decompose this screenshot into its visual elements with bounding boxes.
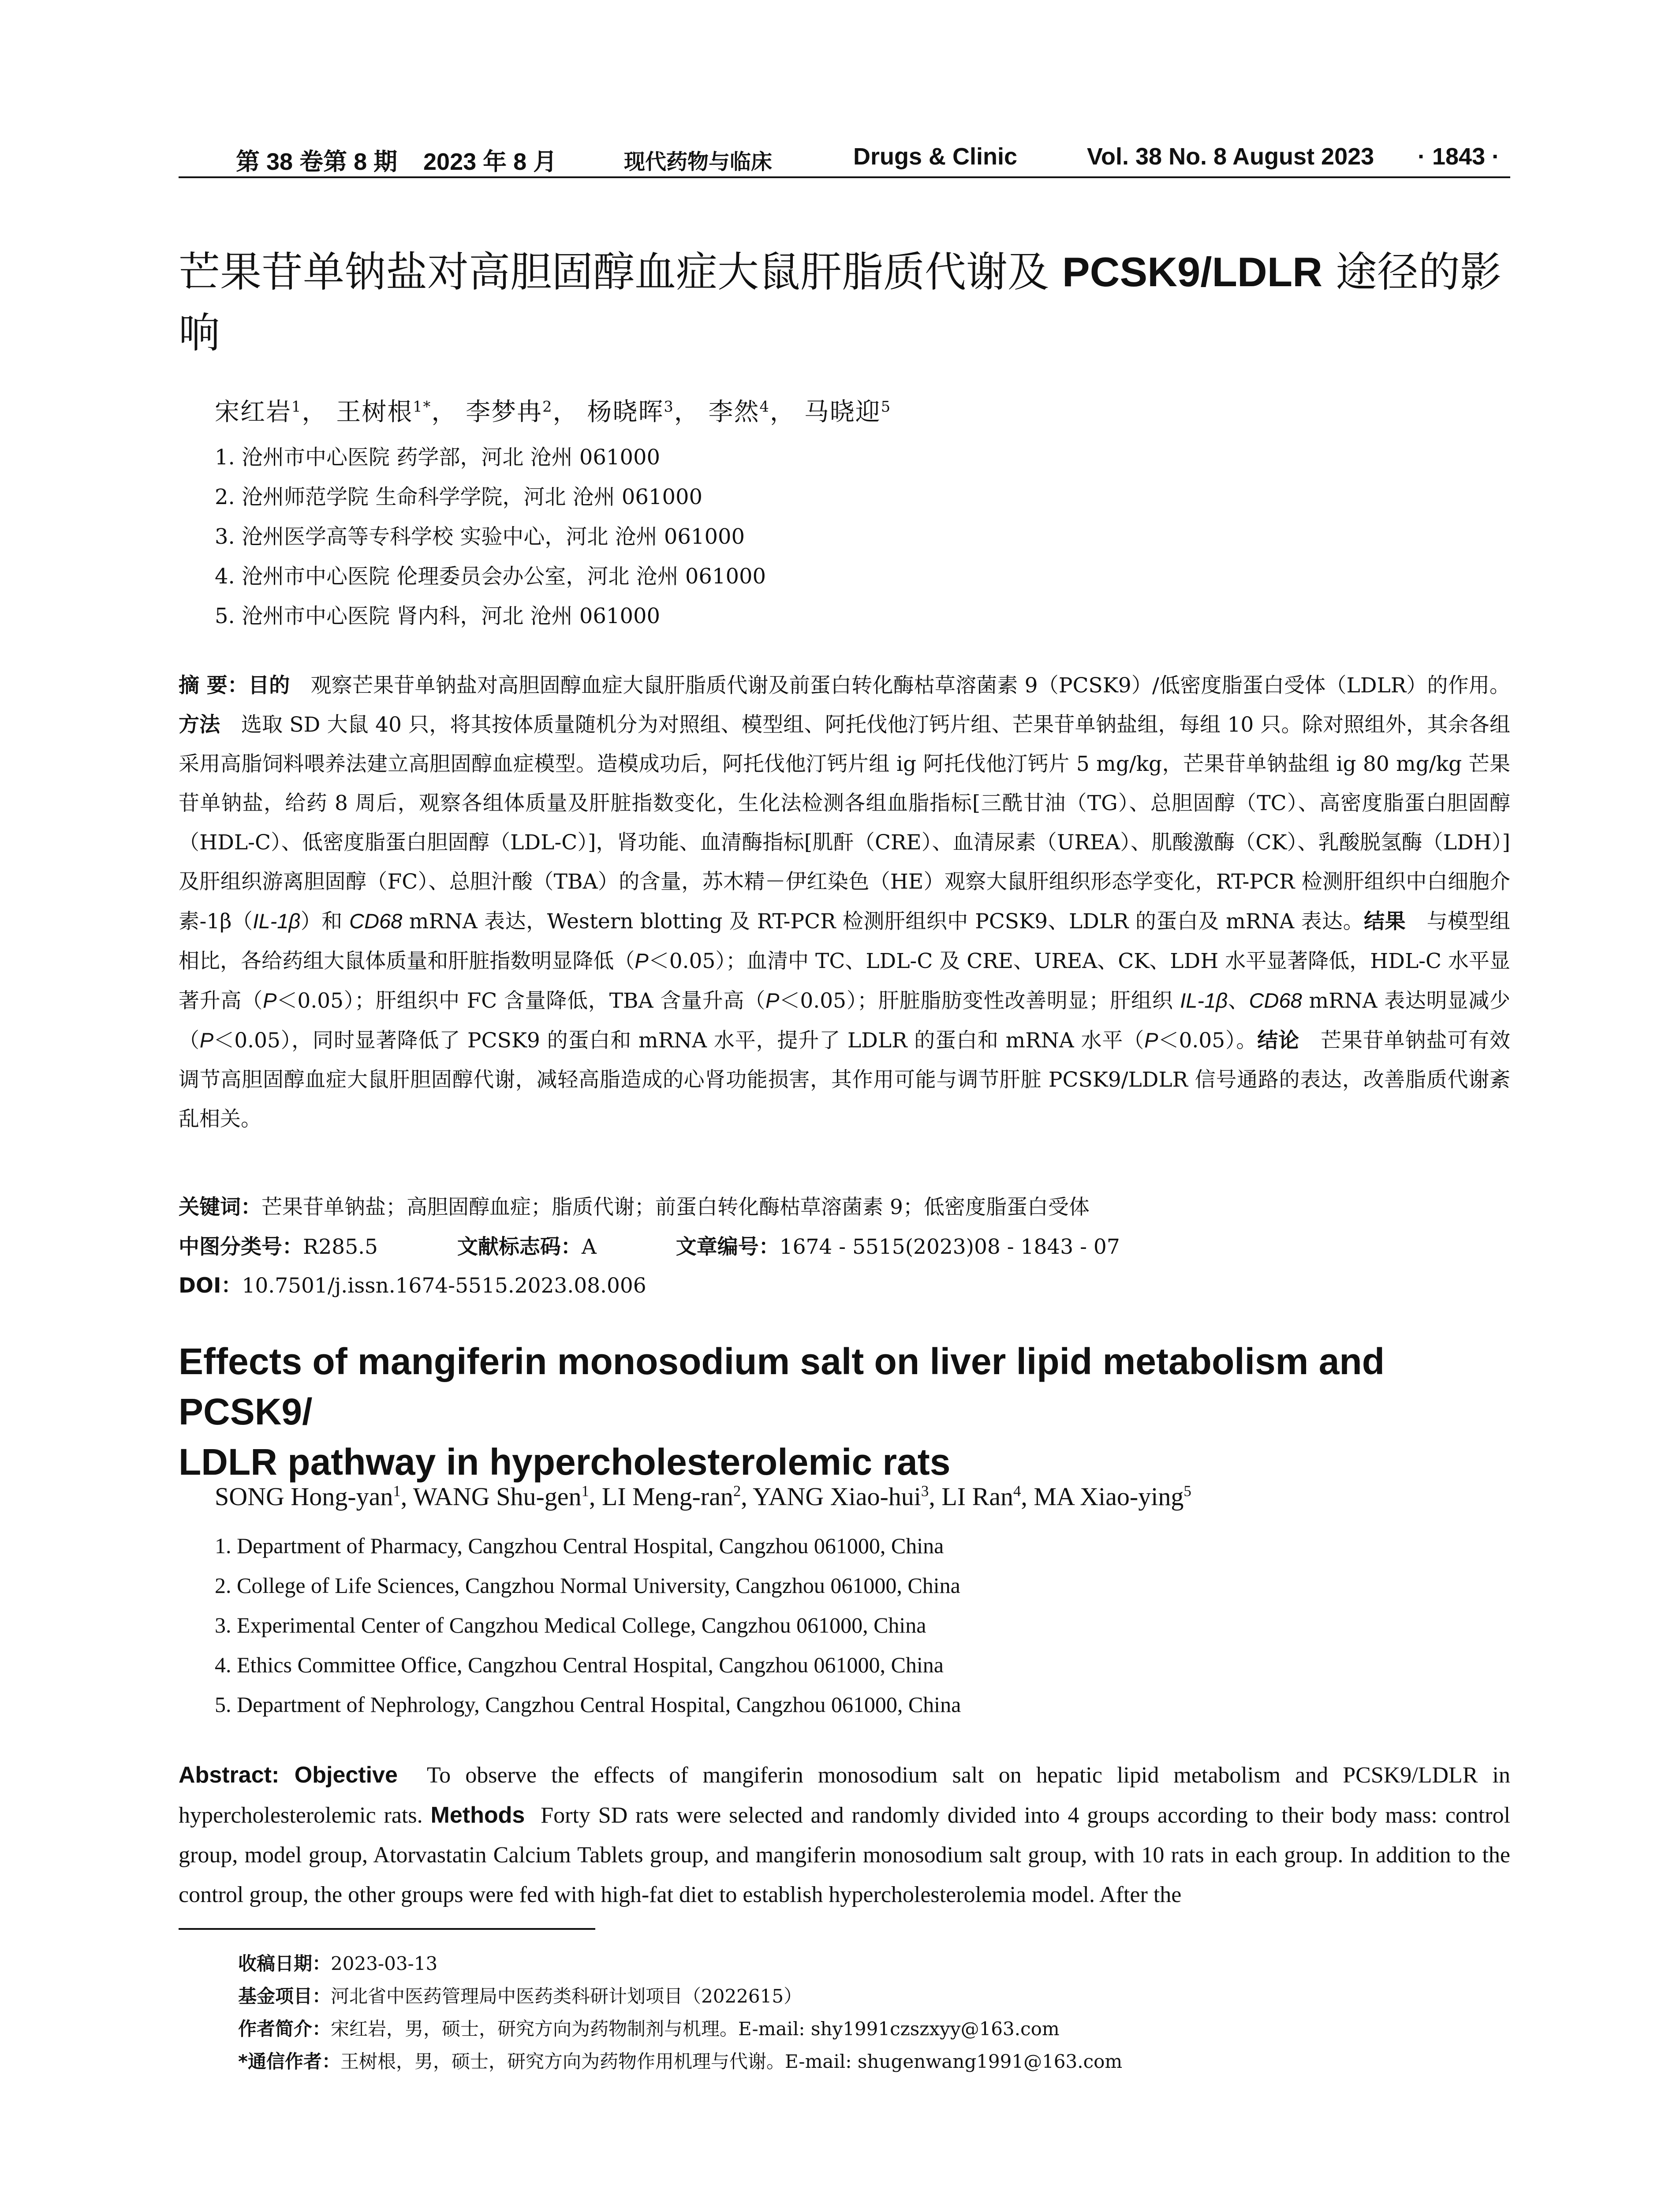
affiliation-en: 2. College of Life Sciences, Cangzhou Normal University, Cangzhou 061000, China	[215, 1573, 960, 1598]
doi-line: DOI：10.7501/j.issn.1674-5515.2023.08.006	[179, 1274, 646, 1298]
header-journal-cn: 现代药物与临床	[624, 149, 773, 174]
title-en: Effects of mangiferin monosodium salt on liver lipid metabolism and PCSK9/ LDLR pathway in hypercholesterolemic rats	[179, 1341, 1385, 1483]
author-en: WANG Shu-gen	[413, 1482, 582, 1511]
affiliation-cn: 1. 沧州市中心医院 药学部，河北 沧州 061000	[215, 445, 661, 470]
affiliation-cn: 5. 沧州市中心医院 肾内科，河北 沧州 061000	[215, 604, 661, 628]
author-cn: 杨晓晖	[587, 398, 664, 426]
abstract-en: Abstract: Objective To observe the effects of mangiferin monosodium salt on hepatic lipid metabolism and PCSK9/LDLR in hypercholesterolemic rats. Methods Forty SD rats were selected and randomly divided into 4 groups according to their body mass: control group, model group, Atorvastatin Calcium Tablets group, and mangiferin monosodium salt group, with 10 rats in each group. In addition to the control group, the other groups were fed with high-fat diet to establish hypercholesterolemia model. After the	[179, 1762, 1511, 1907]
affiliation-cn: 4. 沧州市中心医院 伦理委员会办公室，河北 沧州 061000	[215, 564, 766, 589]
document-code: A	[581, 1235, 597, 1259]
affiliation-cn: 2. 沧州师范学院 生命科学学院，河北 沧州 061000	[215, 485, 703, 509]
author-cn: 宋红岩	[215, 398, 291, 426]
abstract-cn-label: 摘 要：	[179, 673, 249, 698]
header-date-cn: 2023 年 8 月	[423, 149, 557, 175]
methods-label-en: Methods	[430, 1802, 525, 1828]
affiliation-en: 4. Ethics Committee Office, Cangzhou Central Hospital, Cangzhou 061000, China	[215, 1652, 944, 1677]
header-volume-cn: 第 38 卷第 8 期	[236, 149, 398, 175]
author-en: MA Xiao-ying	[1034, 1482, 1184, 1511]
keywords-cn: 关键词：芒果苷单钠盐；高胆固醇血症；脂质代谢；前蛋白转化酶枯草溶菌素 9；低密度脂蛋白受体	[179, 1195, 1090, 1219]
abstract-en-label: Abstract:	[179, 1762, 295, 1788]
clc-number: R285.5	[303, 1235, 378, 1259]
methods-label-cn: 方法	[179, 713, 220, 737]
running-header	[179, 140, 1510, 176]
article-number: 1674 - 5515(2023)08 - 1843 - 07	[779, 1235, 1120, 1259]
objective-label-en: Objective	[294, 1762, 398, 1788]
footnote-corresponding: *通信作者：王树根，男，硕士，研究方向为药物作用机理与代谢。E-mail: shugenwang1991@163.com	[238, 2051, 1123, 2072]
footnote-author: 作者简介：宋红岩，男，硕士，研究方向为药物制剂与机理。E-mail: shy1991czszxyy@163.com	[238, 2018, 1060, 2040]
footnote-rule	[179, 1928, 595, 1930]
objective-label-cn: 目的	[248, 673, 290, 698]
header-rule	[179, 176, 1510, 178]
author-cn: 李然	[708, 398, 760, 426]
doi-link[interactable]: 10.7501/j.issn.1674-5515.2023.08.006	[242, 1274, 646, 1298]
affiliation-en: 3. Experimental Center of Cangzhou Medical College, Cangzhou 061000, China	[215, 1613, 926, 1637]
affiliation-en: 5. Department of Nephrology, Cangzhou Central Hospital, Cangzhou 061000, China	[215, 1692, 961, 1717]
header-page-number: · 1843 ·	[1418, 143, 1500, 170]
author-cn: 王树根	[336, 398, 413, 426]
author-en: SONG Hong-yan	[215, 1482, 393, 1511]
title-cn: 芒果苷单钠盐对高胆固醇血症大鼠肝脂质代谢及 PCSK9/LDLR 途径的影响	[179, 248, 1501, 357]
results-label-cn: 结果	[1364, 909, 1406, 934]
authors-cn: 宋红岩$^1$， 王树根$^{1*}$， 李梦冉$^2$， 杨晓晖$^3$， 李然$^4$， 马晓迎$^5$	[215, 398, 892, 426]
title-cn-pathway: PCSK9/LDLR	[1062, 249, 1323, 295]
footnote-received: 收稿日期：2023-03-13	[238, 1953, 438, 1974]
affiliation-en: 1. Department of Pharmacy, Cangzhou Central Hospital, Cangzhou 061000, China	[215, 1533, 944, 1558]
abstract-cn: 摘 要：目的 观察芒果苷单钠盐对高胆固醇血症大鼠肝脂质代谢及前蛋白转化酶枯草溶菌素 9（PCSK9）/低密度脂蛋白受体（LDLR）的作用。方法 选取 SD 大鼠 40 只，将其按体质量随机分为对照组、模型组、阿托伐他汀钙片组、芒果苷单钠盐组，每组 10 只。除对照组外，其余各组采用高脂饲料喂养法建立高胆固醇血症模型。造模成功后，阿托伐他汀钙片组 ig 阿托伐他汀钙片 5 mg/kg，芒果苷单钠盐组 ig 80 mg/kg 芒果苷单钠盐，给药 8 周后，观察各组体质量及肝脏指数变化，生化法检测各组血脂指标[三酰甘油（TG）、总胆固醇（TC）、高密度脂蛋白胆固醇（HDL-C）、低密度脂蛋白胆固醇（LDL-C）]，肾功能、血清酶指标[肌酐（CRE）、血清尿素（UREA）、肌酸激酶（CK）、乳酸脱氢酶（LDH）]及肝组织游离胆固醇（FC）、总胆汁酸（TBA）的含量，苏木精－伊红染色（HE）观察大鼠肝组织形态学变化，RT-PCR 检测肝组织中白细胞介素-1β（IL-1β）和 CD68 mRNA 表达，Western blotting 及 RT-PCR 检测肝组织中 PCSK9、LDLR 的蛋白及 mRNA 表达。结果 与模型组相比，各给药组大鼠体质量和肝脏指数明显降低（P＜0.05）；血清中 TC、LDL-C 及 CRE、UREA、CK、LDH 水平显著降低，HDL-C 水平显著升高（P＜0.05）；肝组织中 FC 含量降低，TBA 含量升高（P＜0.05）；肝脏脂肪变性改善明显；肝组织 IL-1β、CD68 mRNA 表达明显减少（P＜0.05），同时显著降低了 PCSK9 的蛋白和 mRNA 水平，提升了 LDLR 的蛋白和 mRNA 水平（P＜0.05）。结论 芒果苷单钠盐可有效调节高胆固醇血症大鼠肝胆固醇代谢，减轻高脂造成的心肾功能损害，其作用可能与调节肝脏 PCSK9/LDLR 信号通路的表达，改善脂质代谢紊乱相关。	[179, 673, 1511, 1131]
affiliation-cn: 3. 沧州医学高等专科学校 实验中心，河北 沧州 061000	[215, 524, 745, 549]
author-en: LI Ran	[941, 1482, 1013, 1511]
classification-line: 中图分类号：R285.5 文献标志码：A 文章编号：1674 - 5515(2023)08 - 1843 - 07	[179, 1235, 1120, 1259]
footnote-fund: 基金项目：河北省中医药管理局中医药类科研计划项目（2022615）	[238, 1985, 803, 2007]
conclusion-label-cn: 结论	[1257, 1028, 1300, 1053]
author-en: YANG Xiao-hui	[753, 1482, 921, 1511]
authors-en: SONG Hong-yan$^1$, WANG Shu-gen$^1$, LI Meng-ran$^2$, YANG Xiao-hui$^3$, LI Ran$^4$, MA Xiao-ying$^5$	[215, 1482, 1191, 1511]
header-volume-en: Vol. 38 No. 8 August 2023	[1087, 143, 1374, 170]
author-cn: 马晓迎	[804, 398, 881, 426]
author-cn: 李梦冉	[466, 398, 543, 426]
author-en: LI Meng-ran	[601, 1482, 733, 1511]
header-journal-en: Drugs & Clinic	[853, 143, 1018, 170]
